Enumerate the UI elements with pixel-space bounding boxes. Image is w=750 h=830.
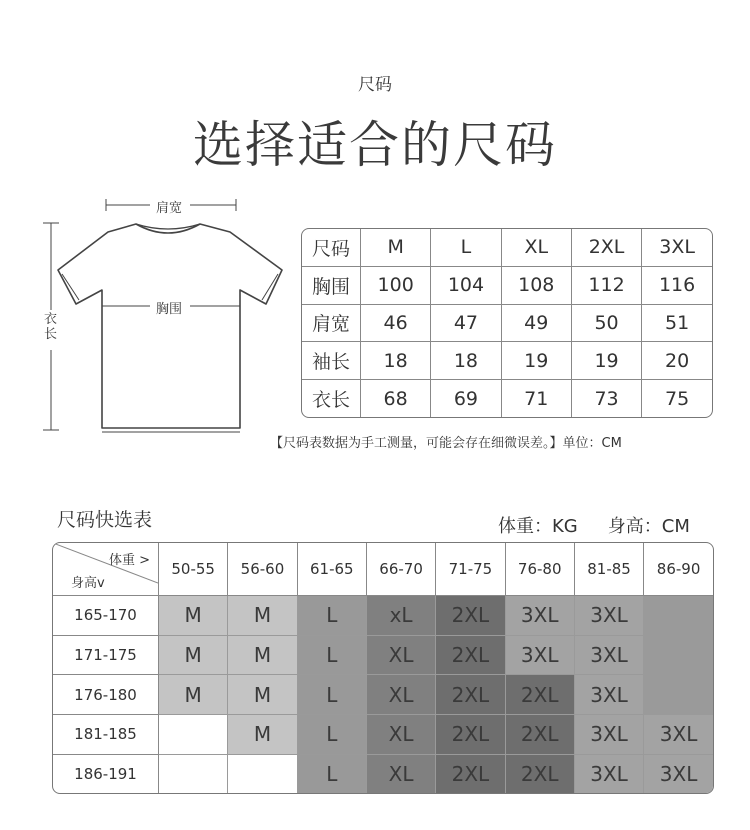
size-table-row [302, 266, 712, 304]
size-row-header: 衣长 [302, 380, 361, 417]
weight-range-header: 66-70 [366, 543, 435, 596]
size-recommendation-cell [159, 754, 228, 793]
size-recommendation-cell: 3XL [574, 675, 643, 715]
size-row-header: 胸围 [302, 266, 361, 304]
chest-label: 胸围 [156, 302, 183, 317]
quick-table-row [53, 714, 713, 754]
size-recommendation-cell [644, 635, 713, 675]
size-cell: 116 [642, 266, 712, 304]
size-recommendation-cell: M [228, 714, 297, 754]
size-recommendation-cell: L [297, 754, 366, 793]
size-table [301, 228, 713, 418]
size-recommendation-cell [159, 714, 228, 754]
size-cell: 68 [361, 380, 431, 417]
quick-size-table [52, 542, 714, 794]
measurement-note: 【尺码表数据为手工测量，可能会存在细微误差。】单位：CM [270, 436, 622, 451]
size-cell: 49 [501, 304, 571, 342]
size-row-header: 袖长 [302, 342, 361, 380]
size-cell: 69 [431, 380, 501, 417]
height-range-header: 165-170 [53, 596, 159, 636]
size-cell: 100 [361, 266, 431, 304]
size-recommendation-cell: XL [366, 635, 435, 675]
size-recommendation-cell: M [228, 635, 297, 675]
weight-range-header: 76-80 [505, 543, 574, 596]
size-cell: 112 [571, 266, 641, 304]
size-table-row [302, 229, 712, 266]
size-column-header: XL [501, 229, 571, 266]
size-recommendation-cell: 2XL [436, 754, 505, 793]
height-unit: 身高：CM [607, 516, 690, 537]
size-cell: 19 [571, 342, 641, 380]
size-recommendation-cell: 3XL [574, 596, 643, 636]
size-recommendation-cell: 3XL [574, 754, 643, 793]
size-column-header: 3XL [642, 229, 712, 266]
size-cell: 18 [361, 342, 431, 380]
quick-table-row [53, 754, 713, 793]
size-cell: 108 [501, 266, 571, 304]
weight-range-header: 50-55 [159, 543, 228, 596]
size-recommendation-cell: 2XL [505, 714, 574, 754]
size-recommendation-cell: L [297, 596, 366, 636]
size-recommendation-cell: XL [366, 754, 435, 793]
size-recommendation-cell: 2XL [436, 596, 505, 636]
weight-range-header: 61-65 [297, 543, 366, 596]
size-cell: 47 [431, 304, 501, 342]
size-cell: 104 [431, 266, 501, 304]
size-recommendation-cell [228, 754, 297, 793]
size-table-row [302, 380, 712, 417]
size-recommendation-cell: 2XL [436, 675, 505, 715]
size-recommendation-cell: xL [366, 596, 435, 636]
shoulder-label: 肩宽 [156, 201, 183, 216]
length-label: 衣长 [44, 312, 58, 342]
size-recommendation-cell: L [297, 635, 366, 675]
size-cell: 20 [642, 342, 712, 380]
size-cell: 73 [571, 380, 641, 417]
corner-height-label: 身高v [71, 576, 105, 591]
size-recommendation-cell: 2XL [505, 675, 574, 715]
size-recommendation-cell [644, 596, 713, 636]
size-recommendation-cell: 3XL [505, 635, 574, 675]
weight-range-header: 56-60 [228, 543, 297, 596]
size-column-header: M [361, 229, 431, 266]
size-cell: 18 [431, 342, 501, 380]
size-cell: 75 [642, 380, 712, 417]
corner-cell [53, 543, 159, 596]
size-cell: 50 [571, 304, 641, 342]
size-column-header: 2XL [571, 229, 641, 266]
quick-table-row [53, 675, 713, 715]
quick-table-row [53, 635, 713, 675]
size-recommendation-cell: XL [366, 675, 435, 715]
size-recommendation-cell: M [228, 596, 297, 636]
quick-header-row [53, 543, 713, 596]
units-legend [498, 512, 690, 538]
page-title: 选择适合的尺码 [193, 116, 557, 174]
height-range-header: 181-185 [53, 714, 159, 754]
size-recommendation-cell: 3XL [574, 635, 643, 675]
weight-range-header: 81-85 [574, 543, 643, 596]
size-cell: 71 [501, 380, 571, 417]
quick-chart-title: 尺码快选表 [57, 509, 153, 531]
size-row-header: 肩宽 [302, 304, 361, 342]
size-recommendation-cell: 3XL [505, 596, 574, 636]
size-recommendation-cell: M [159, 675, 228, 715]
weight-range-header: 86-90 [644, 543, 713, 596]
size-recommendation-cell: L [297, 675, 366, 715]
size-recommendation-cell: 3XL [644, 714, 713, 754]
size-column-header: L [431, 229, 501, 266]
size-recommendation-cell: M [159, 635, 228, 675]
size-recommendation-cell: M [159, 596, 228, 636]
size-cell: 19 [501, 342, 571, 380]
size-recommendation-cell: 2XL [505, 754, 574, 793]
quick-table-row [53, 596, 713, 636]
size-recommendation-cell [644, 675, 713, 715]
height-range-header: 171-175 [53, 635, 159, 675]
height-range-header: 186-191 [53, 754, 159, 793]
corner-weight-label: 体重 > [108, 553, 150, 568]
page-subtitle: 尺码 [358, 75, 392, 95]
size-cell: 46 [361, 304, 431, 342]
weight-range-header: 71-75 [436, 543, 505, 596]
size-row-header: 尺码 [302, 229, 361, 266]
size-cell: 51 [642, 304, 712, 342]
size-recommendation-cell: 2XL [436, 714, 505, 754]
size-recommendation-cell: 3XL [574, 714, 643, 754]
size-recommendation-cell: 3XL [644, 754, 713, 793]
weight-unit: 体重：KG [498, 516, 578, 537]
size-recommendation-cell: L [297, 714, 366, 754]
size-recommendation-cell: XL [366, 714, 435, 754]
size-recommendation-cell: 2XL [436, 635, 505, 675]
height-range-header: 176-180 [53, 675, 159, 715]
size-recommendation-cell: M [228, 675, 297, 715]
size-table-row [302, 342, 712, 380]
size-table-row [302, 304, 712, 342]
